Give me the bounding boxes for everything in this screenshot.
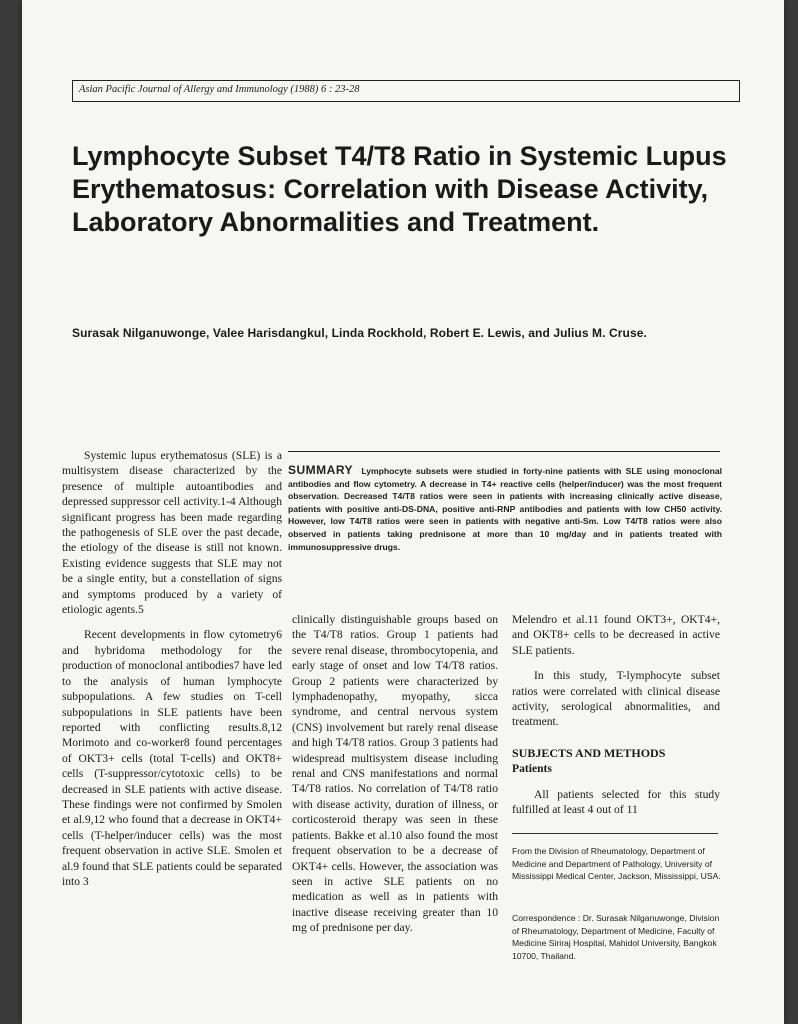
summary-divider [288,451,720,452]
body-paragraph: Recent developments in flow cytometry6 and hybridoma methodology for the production of monoclonal antibodies7 have led to the analysis of human lymphocyte subpopulations. A few studies on T-cell subpopulations in SLE patients have been reported with conflicting results.8,12 Morimoto and co-worker8 found percentages of OKT3+ cells (total T-cells) and OKT8+ cells (T-suppressor/cytotoxic cells) to be decreased in SLE patients with active disease. These findings were not confirmed by Smolen et al.9,12 who found that a decrease in OKT4+ cells (T-helper/inducer cells) was the most frequent observation in active SLE. Smolen et al.9 found that SLE patients could be separated into 3 [62,628,282,888]
journal-citation: Asian Pacific Journal of Allergy and Immunology (1988) 6 : 23-28 [72,80,740,102]
section-heading: SUBJECTS AND METHODS [512,745,666,760]
subsection-heading: Patients [512,762,552,776]
body-paragraph: Melendro et al.11 found OKT3+, OKT4+, and OKT8+ cells to be decreased in active SLE patients. [512,613,720,657]
body-paragraph: Systemic lupus erythematosus (SLE) is a multisystem disease characterized by the presence of multiple autoantibodies and depressed suppressor cell activity.1-4 Although significant progress has been made regarding the pathogenesis of SLE over the past decade, the etiology of the disease is still not known. Existing evidence suggests that SLE may not be a single entity, but a constellation of signs and symptoms produced by a variety of etiologic agents.5 [62,449,282,617]
summary-heading: SUMMARY [288,463,354,477]
summary-text: Lymphocyte subsets were studied in forty-nine patients with SLE using monoclonal antibodies and flow cytometry. A decrease in T4+ reactive cells (helper/inducer) was the most frequent observation. Decreased T4/T8 ratios were seen in patients with increasing clinically active disease, patients with positive anti-DS-DNA, positive anti-RNP antibodies and patients with low CH50 activity. However, low T4/T8 ratios were seen in patients with negative anti-Sm. Low T4/T8 ratios were also observed in patients taking prednisone at more than 10 mg/day and in patients treated with immunosuppressive drugs. [288,466,723,552]
body-paragraph: All patients selected for this study fulfilled at least 4 out of 11 [512,787,720,817]
affiliation-footnote: From the Division of Rheumatology, Department of Medicine and Department of Pathology, University of Mississippi Medical Center, Jackson, Mississippi, USA. [512,846,721,882]
journal-page [22,0,784,1024]
article-title: Lymphocyte Subset T4/T8 Ratio in Systemic Lupus Erythematosus: Correlation with Disease Activity, Laboratory Abnormalities and Treatment. [72,141,727,237]
body-column-2 [292,612,498,936]
body-column-3 [512,612,720,817]
body-paragraph: clinically distinguishable groups based on the T4/T8 ratios. Group 1 patients had severe renal disease, thrombocytopenia, and early stage of onset and low T4/T8 ratios. Group 2 patients were characterized by lymphadenopathy, myopathy, sicca syndrome, and central nervous system (CNS) involvement but rarely renal disease and high T4/T8 ratios. Group 3 patients had widespread multisystem disease including renal and CNS manifestations and normal T4/T8 ratios. No correlation of T4/T8 ratio with disease activity, duration of illness, or corticosteroid therapy was seen in these patients. Bakke et al.10 also found the most frequent observation to be a decrease of OKT4+ cells. However, the association was seen in active SLE patients on no medication as well as in patients with inactive disease receiving greater than 10 mg of prednisone per day. [292,613,498,935]
body-column-1 [62,448,282,889]
body-paragraph: In this study, T-lymphocyte subset ratios were correlated with clinical disease activity, serological abnormalities, and treatment. [512,669,720,729]
footnote-divider [512,833,718,834]
summary-block [288,464,722,553]
correspondence-footnote: Correspondence : Dr. Surasak Nilganuwonge, Division of Rheumatology, Department of Medicine, Faculty of Medicine Siriraj Hospital, Mahidol University, Bangkok 10700, Thailand. [512,913,720,961]
article-authors: Surasak Nilganuwonge, Valee Harisdangkul, Linda Rockhold, Robert E. Lewis, and Julius M. Cruse. [72,326,647,340]
